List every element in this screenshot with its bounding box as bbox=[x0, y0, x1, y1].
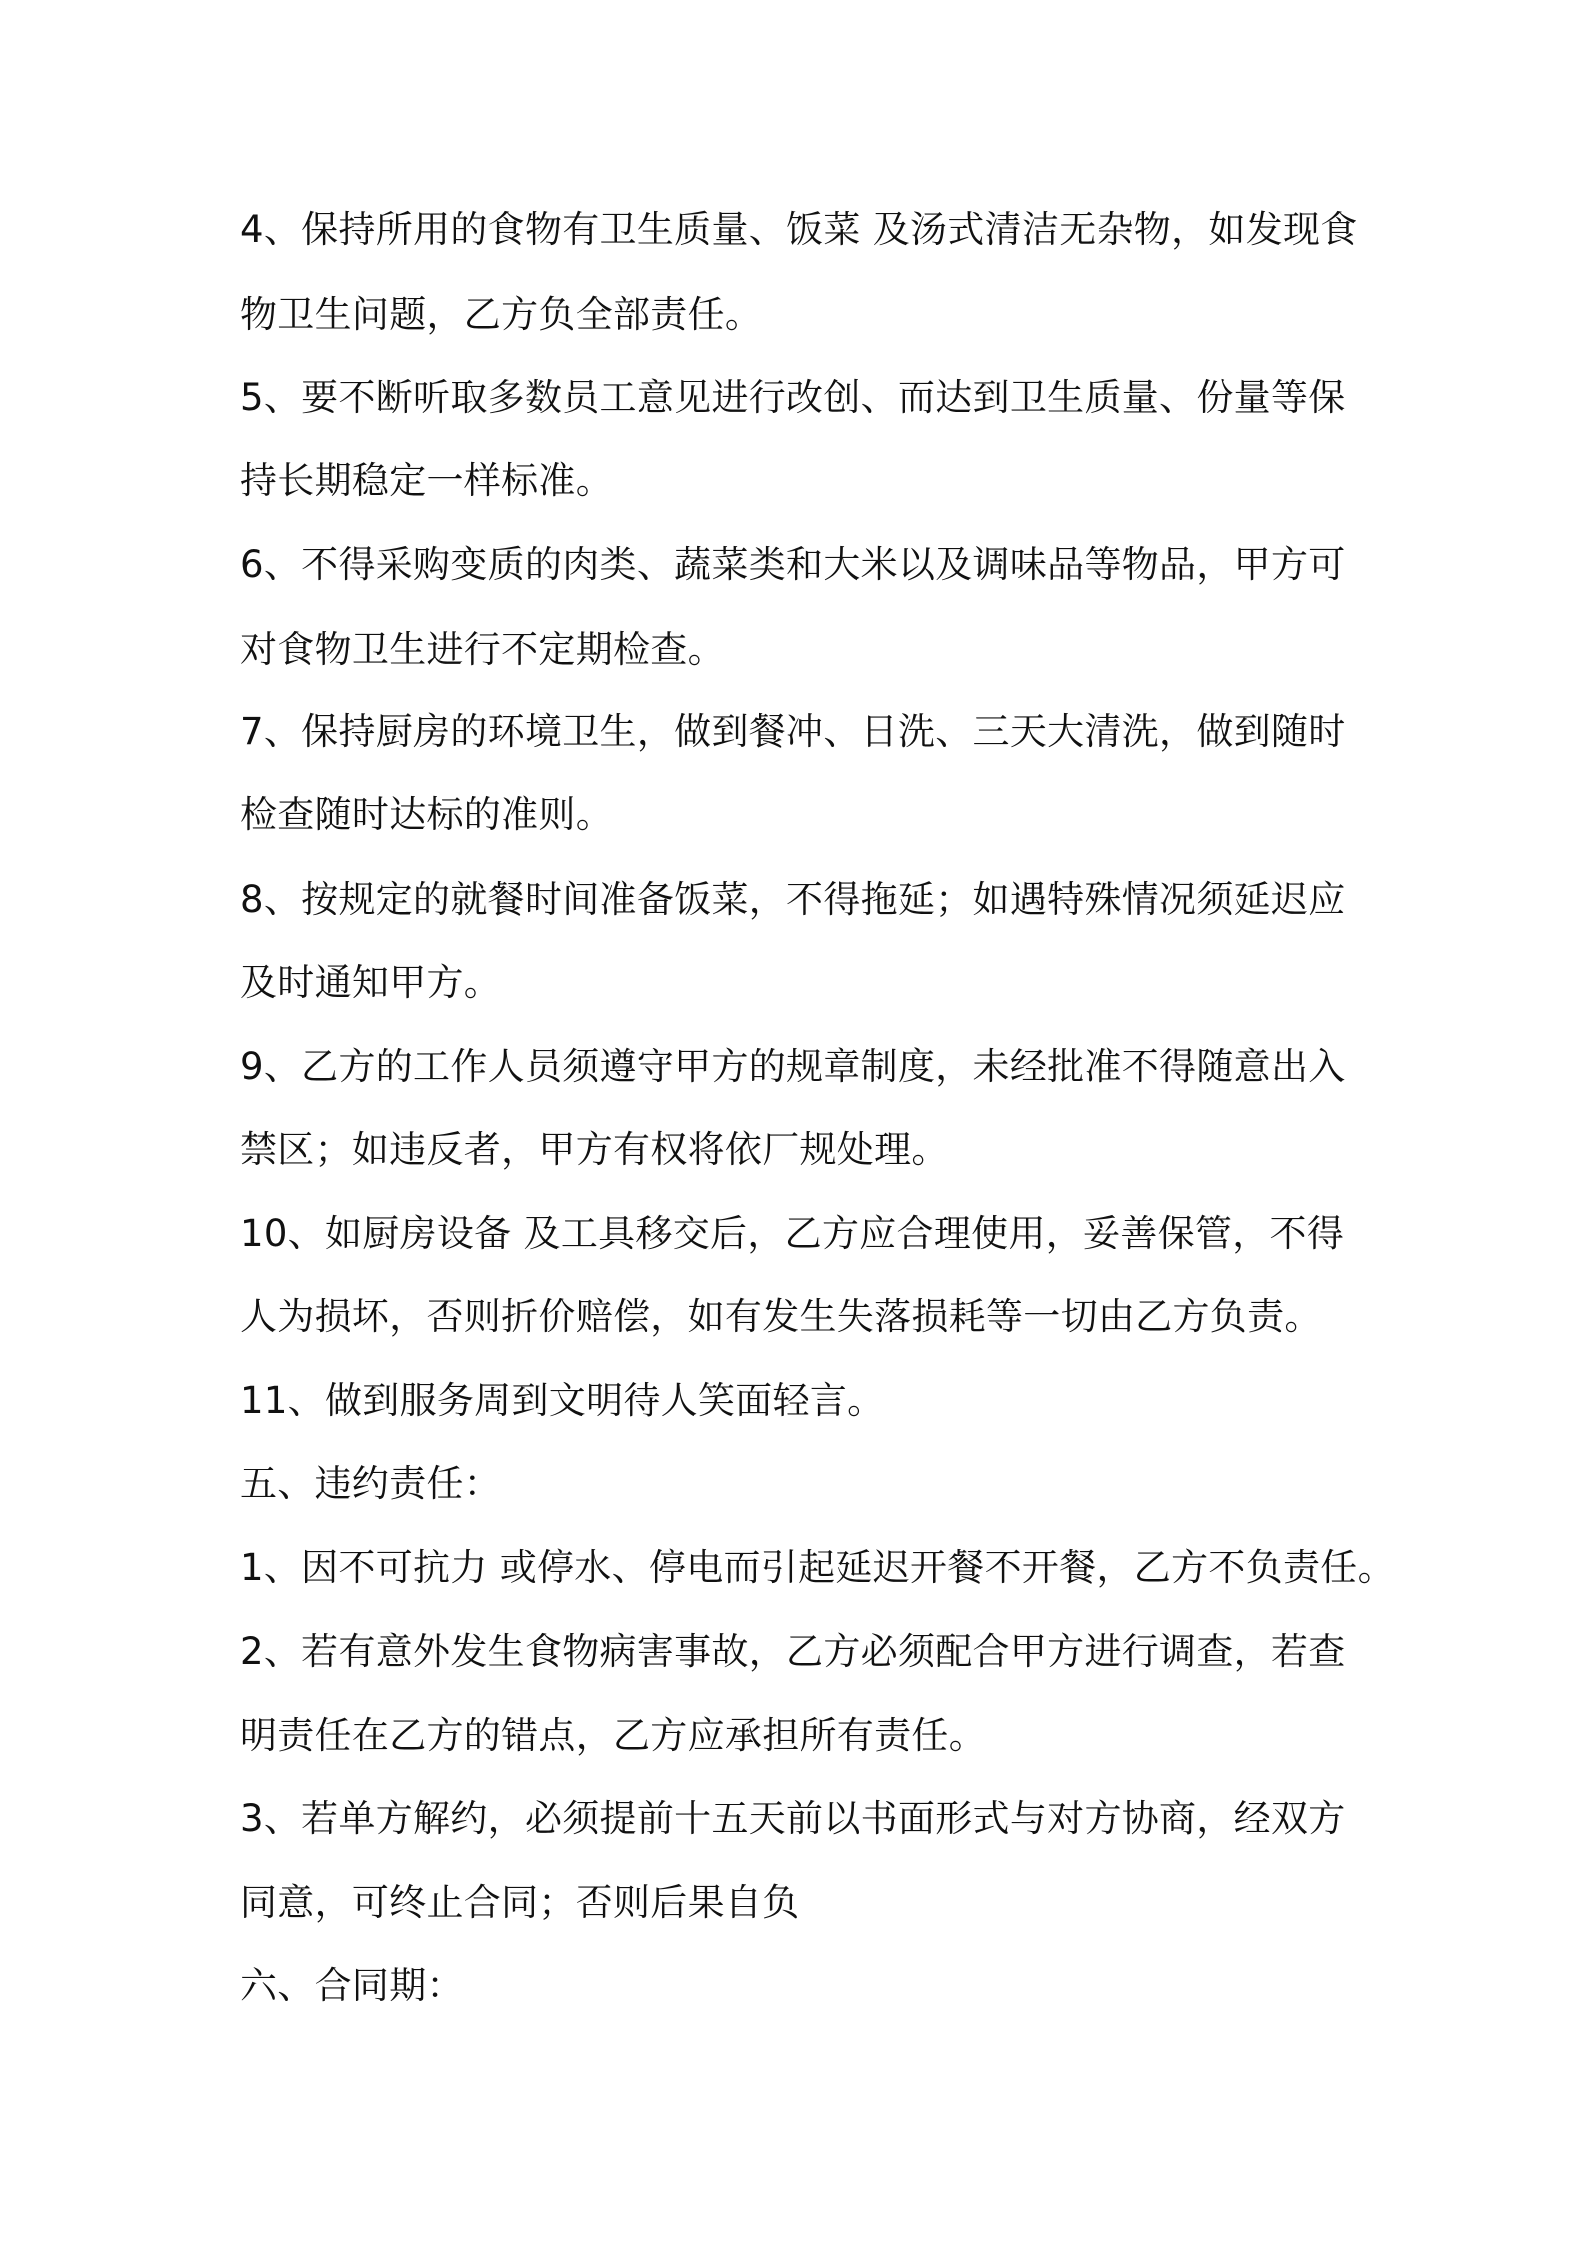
text-line: 禁区；如违反者，甲方有权将依厂规处理。 bbox=[240, 1128, 949, 1171]
text-line: 明责任在乙方的错点，乙方应承担所有责任。 bbox=[240, 1714, 986, 1757]
text-line: 同意，可终止合同；否则后果自负 bbox=[240, 1881, 800, 1924]
text-line: 3、若单方解约，必须提前十五天前以书面形式与对方协商，经双方 bbox=[240, 1797, 1346, 1840]
text-line: 持长期稳定一样标准。 bbox=[240, 459, 613, 502]
text-line: 物卫生问题，乙方负全部责任。 bbox=[240, 293, 763, 336]
text-line: 人为损坏，否则折价赔偿，如有发生失落损耗等一切由乙方负责。 bbox=[240, 1295, 1322, 1338]
text-line: 检查随时达标的准则。 bbox=[240, 793, 613, 836]
text-line: 及时通知甲方。 bbox=[240, 961, 502, 1004]
section-heading: 五、违约责任： bbox=[240, 1462, 502, 1505]
text-line: 11、做到服务周到文明待人笑面轻言。 bbox=[240, 1379, 885, 1422]
text-line: 5、要不断听取多数员工意见进行改创、而达到卫生质量、份量等保 bbox=[240, 376, 1346, 419]
section-heading: 六、合同期： bbox=[240, 1964, 464, 2007]
text-line: 10、如厨房设备 及工具移交后，乙方应合理使用，妥善保管，不得 bbox=[240, 1212, 1345, 1255]
text-line: 对食物卫生进行不定期检查。 bbox=[240, 628, 725, 671]
text-line: 4、保持所用的食物有卫生质量、饭菜 及汤式清洁无杂物，如发现食 bbox=[240, 208, 1358, 251]
text-line: 7、保持厨房的环境卫生，做到餐冲、日洗、三天大清洗，做到随时 bbox=[240, 710, 1346, 753]
text-line: 1、因不可抗力 或停水、停电而引起延迟开餐不开餐，乙方不负责任。 bbox=[240, 1546, 1395, 1589]
text-line: 9、乙方的工作人员须遵守甲方的规章制度，未经批准不得随意出入 bbox=[240, 1045, 1346, 1088]
text-line: 6、不得采购变质的肉类、蔬菜类和大米以及调味品等物品，甲方可 bbox=[240, 543, 1346, 586]
text-line: 8、按规定的就餐时间准备饭菜，不得拖延；如遇特殊情况须延迟应 bbox=[240, 878, 1346, 921]
text-line: 2、若有意外发生食物病害事故，乙方必须配合甲方进行调查，若查 bbox=[240, 1630, 1346, 1673]
